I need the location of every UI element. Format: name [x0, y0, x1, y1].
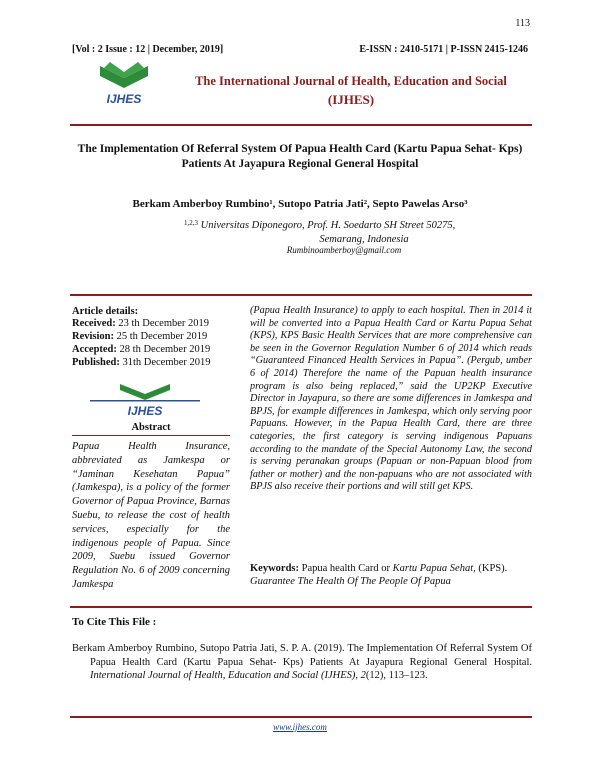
accepted-date: 28 th December 2019 [119, 344, 211, 355]
abstract-text: Papua Health Insurance, abbreviated as Jamkespa or “Jaminan Kesehatan Papua” (Jamkespa), is a policy of the former Governor of Papua Province, Barnas Suebu, to release the cost of health services, especially for the indigenous people of Papua. Since 2009, Suebu issued Governor Regulation No. 6 of 2009 concerning Jamkespa [72, 441, 230, 590]
received-label: Received: [72, 318, 116, 329]
citation-body [72, 642, 532, 683]
received-date: 23 th December 2019 [118, 318, 210, 329]
journal-title: The International Journal of Health, Education and Social [195, 74, 507, 88]
affiliation-line1: Universitas Diponegoro, Prof. H. Soedarto SH Street 50275, [200, 220, 456, 231]
keywords-part2: Kartu Papua Sehat, [392, 563, 476, 574]
published-label: Published: [72, 357, 120, 368]
accepted-row [72, 343, 230, 356]
abstract-heading: Abstract [131, 422, 171, 433]
svg-text:IJHES: IJHES [127, 404, 163, 418]
citation-rule [70, 606, 532, 608]
keywords [250, 562, 532, 588]
journal-abbreviation: (IJHES) [327, 92, 375, 107]
keywords-part3: (KPS). [478, 563, 508, 574]
published-row [72, 356, 230, 369]
affiliation-line2: Semarang, Indonesia [319, 234, 409, 245]
section-rule [70, 294, 532, 296]
citation-part1: Berkam Amberboy Rumbino, Sutopo Patria Jati, S. P. A. (2019). The Implementation Of Referral System Of Papua Health Card (Kartu Papua Sehat- Kps) Patients At Jayapura Regional General Hospital. [72, 643, 532, 668]
paper-title [60, 142, 540, 172]
received-row [72, 317, 230, 330]
journal-logo [90, 58, 158, 108]
citation-text [72, 642, 532, 683]
keywords-label: Keywords: [250, 563, 299, 574]
keywords-part1: Papua health Card or [301, 563, 390, 574]
abstract-continued: (Papua Health Insurance) to apply to each hospital. Then in 2014 it will be converted into a Papua Health Card or Kartu Papua Sehat (KPS), KPS Basic Health Services that are more comprehensive can be seen in the Governor Regulation Number 6 of 2014 which reads “Guaranteed Financed Health Services in Papua”. (Pergub, umber 6 of 2014) Therefore the name of the Papuan health insurance program is also being replaced,” said the UP2KP Executive Director in Jayapura, so there are some differences in Jamkespa and BPJS, for example differences in Jamkespa, which only serving poor Papuans. However, in the Papua Health Card, there are three categories, the first category is serving indigenous Papuans according to the mandate of the Special Autonomy Law, the second is serving peranakan groups (Papuan or non-Papuan blood from father or mother) and the non-papuans who are not associated with BPJS also receive their portions and will still get KPS. [250, 305, 532, 493]
author-email[interactable]: Rumbinoamberboy@gmail.com [286, 245, 402, 255]
authors: Berkam Amberboy Rumbino¹, Sutopo Patria Jati², Septo Pawelas Arso³ [132, 198, 468, 210]
volume-info: [Vol : 2 Issue : 12 | December, 2019] [72, 44, 224, 55]
paper-title-line2: Patients At Jayapura Regional General Hospital [181, 158, 419, 170]
issn-info: E-ISSN : 2410-5171 | P-ISSN 2415-1246 [359, 44, 528, 55]
citation-volume: 2 [360, 670, 366, 681]
published-date: 31th December 2019 [122, 357, 211, 368]
revision-row [72, 330, 230, 343]
journal-logo-small [90, 382, 200, 418]
abstract-section [72, 422, 230, 592]
header-rule [70, 124, 532, 126]
keywords-part4: Guarantee The Health Of The People Of Papua [250, 576, 451, 587]
abstract-rule [72, 435, 230, 436]
citation-issue-pages: (12), 113–123. [365, 670, 428, 681]
affiliation [184, 216, 544, 247]
page-number: 113 [515, 18, 530, 29]
citation-heading: To Cite This File : [72, 616, 157, 628]
article-details [72, 306, 230, 369]
article-details-heading: Article details: [72, 306, 139, 317]
footer-rule [70, 716, 532, 718]
citation-journal: International Journal of Health, Education and Social (IJHES), [90, 670, 358, 681]
accepted-label: Accepted: [72, 344, 117, 355]
svg-text:IJHES: IJHES [106, 92, 142, 106]
footer-url-link[interactable]: www.ijhes.com [273, 722, 327, 732]
revision-label: Revision: [72, 331, 114, 342]
revision-date: 25 th December 2019 [116, 331, 208, 342]
affiliation-marker: 1,2,3 [184, 219, 198, 227]
paper-title-line1: The Implementation Of Referral System Of Papua Health Card (Kartu Papua Sehat- Kps) [77, 143, 523, 155]
